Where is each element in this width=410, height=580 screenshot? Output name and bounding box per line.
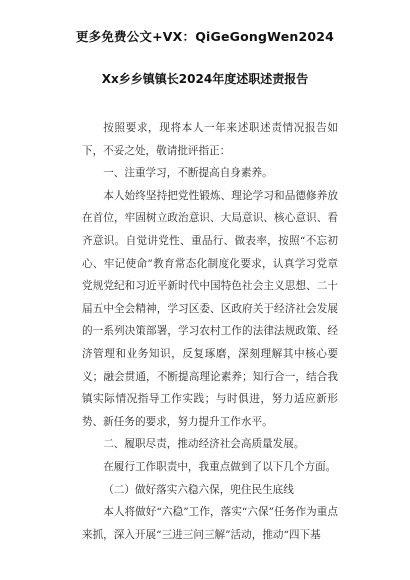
study-paragraph: 本人始终坚持把党性锻炼、理论学习和品德修养放在首位，牢固树立政治意识、大局意识、核心意识、看齐意识。自觉讲党性、重品行、做表率，按照“不忘初心、牢记使命”教育常态化制度化要求，认真学习党章党规党纪和习近平新时代中国特色社会主义思想、二十届五中全会精神，学习区委、区政府关于经济社会发展的一系列决策部署，学习农村工作的法律法规政策、经济管理和业务知识，反复琢磨，深刻理解其中核心要义；融会贯通，不断提高理论素养；知行合一，结合我镇实际情况指导工作实践；与时俱进，努力适应新形势、新任务的要求，努力提升工作水平。: [82, 189, 338, 428]
livelihood-paragraph: 本人将做好“六稳”工作，落实“六保”任务作为重点来抓，深入开展“三进三问三解”活动，推动“四下基: [82, 506, 338, 541]
document-body: [82, 117, 338, 546]
intro-paragraph: 按照要求，现将本人一年来述职述责情况报告如下，不妥之处，敬请批评指正：: [82, 122, 338, 157]
subsection-heading: （二）做好落实六稳六保，兜住民生底线: [103, 483, 294, 496]
duty-paragraph: 在履行工作职责中，我重点做到了以下几个方面。: [103, 460, 337, 473]
header-note: 更多免费公文+VX：QiGeGongWen2024: [75, 29, 335, 44]
section-heading-2: 二、履职尽责，推动经济社会高质量发展。: [103, 438, 305, 451]
section-heading-1: 一、注重学习，不断提高自身素养。: [103, 167, 273, 180]
document-title: Xx乡乡镇镇长2024年度述职述责报告: [101, 72, 309, 86]
